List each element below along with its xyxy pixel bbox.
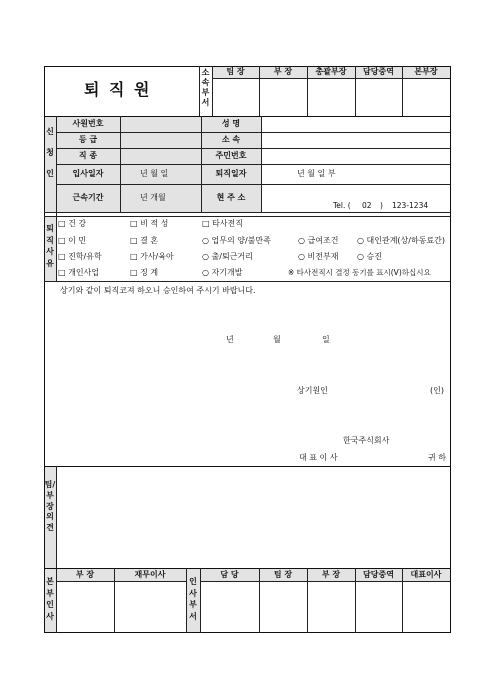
tel-number: 123-1234 (392, 201, 429, 210)
reason-no-vision: ○ 비전부재 (298, 252, 339, 261)
rule (44, 116, 450, 117)
reason-salary: ○ 급여조건 (298, 236, 339, 245)
affiliation-label: 소속부서 (201, 68, 210, 107)
label-dept: 소 속 (221, 135, 241, 144)
reason-marriage: □ 결 혼 (130, 236, 159, 245)
label-tenure: 근속기간 (72, 193, 104, 202)
tel-area: 02 (362, 201, 372, 210)
label-emp-no: 사원번호 (72, 119, 104, 128)
label-job: 직 종 (78, 151, 98, 160)
label-rrn: 주민번호 (215, 151, 247, 160)
tel-label: Tel. ( (333, 201, 351, 210)
form-title: 퇴 직 원 (84, 80, 152, 99)
rule (44, 568, 450, 569)
tel-close: ) (380, 201, 383, 210)
reason-housework: □ 가사/육아 (130, 252, 174, 261)
hq-label: 본부인사 (46, 577, 54, 621)
reason-note: ※ 타사전직시 결정 동기를 표시(V)하십시요 (288, 268, 431, 277)
date-month: 월 (273, 335, 281, 344)
label-grade: 등 급 (78, 135, 98, 144)
seal-mark: (인) (430, 386, 444, 395)
hr-approval-exec: 담당중역 (363, 570, 394, 579)
applicant-label: 신청인 (46, 127, 54, 178)
applicant-sign-label: 상기원인 (297, 386, 328, 395)
reason-aptitude: □ 비 적 성 (130, 219, 169, 228)
rule (44, 212, 450, 213)
company-name: 한국주식회사 (343, 436, 390, 445)
reason-other-company: □ 타사전직 (202, 219, 244, 228)
rule (56, 581, 186, 582)
hr-approval-dept: 부 장 (321, 570, 341, 579)
date-day: 일 (322, 335, 330, 344)
reason-workload: ○ 업무의 양/불만족 (202, 236, 271, 245)
rule (44, 466, 450, 467)
rule (450, 66, 451, 633)
reason-emigration: □ 이 민 (58, 236, 87, 245)
hq-approval-finance: 재무이사 (134, 570, 166, 579)
reason-label: 퇴직사유 (46, 224, 54, 268)
approval-top-dept: 부 장 (273, 67, 293, 76)
rule (212, 78, 450, 79)
rule (56, 148, 450, 149)
hr-approval-team: 팀 장 (273, 570, 293, 579)
reason-business: □ 개인사업 (58, 268, 100, 277)
tenure-value: 년 개월 (140, 193, 166, 202)
addressee: 귀 하 (428, 453, 446, 462)
rule (44, 632, 451, 633)
rule (44, 216, 450, 217)
leave-date-value: 년 월 일 부 (297, 169, 336, 178)
rule (56, 132, 450, 133)
join-date-value: 년 월 일 (140, 169, 169, 178)
hr-approval-ceo: 대표이사 (410, 570, 442, 579)
approval-top-team: 팀 장 (226, 67, 245, 76)
label-leave-date: 퇴직일자 (215, 169, 247, 178)
rule (56, 164, 450, 165)
hq-approval-dept: 부 장 (75, 570, 95, 579)
rule (200, 581, 450, 582)
reason-self-dev: ○ 자기개발 (202, 268, 243, 277)
hr-approval-staff: 담 당 (220, 570, 239, 579)
label-join-date: 입사일자 (72, 169, 104, 178)
reason-relations: ○ 대인관계(상/하동료간) (357, 236, 446, 245)
label-address: 현 주 소 (216, 193, 246, 202)
reason-discipline: □ 징 계 (130, 268, 159, 277)
reason-commute: ○ 출/퇴근거리 (202, 252, 253, 261)
ceo-label: 대 표 이 사 (299, 453, 338, 462)
hr-label: 인사부서 (189, 577, 197, 621)
reason-study: □ 진학/유학 (58, 252, 102, 261)
approval-top-head: 본부장 (414, 67, 438, 76)
approval-top-exec: 담당중역 (363, 67, 394, 76)
team-opinion-label: 팀/부장의견 (44, 480, 56, 533)
rule (56, 184, 450, 185)
rule (44, 281, 450, 282)
label-name: 성 명 (221, 119, 241, 128)
reason-promotion: ○ 승진 (357, 252, 382, 261)
date-year: 년 (226, 335, 234, 344)
request-text: 상기와 같이 퇴직코져 하오니 승인하여 주시기 바랍니다. (60, 286, 256, 295)
approval-top-general: 총괄부장 (315, 67, 347, 76)
reason-health: □ 건 강 (58, 219, 87, 228)
